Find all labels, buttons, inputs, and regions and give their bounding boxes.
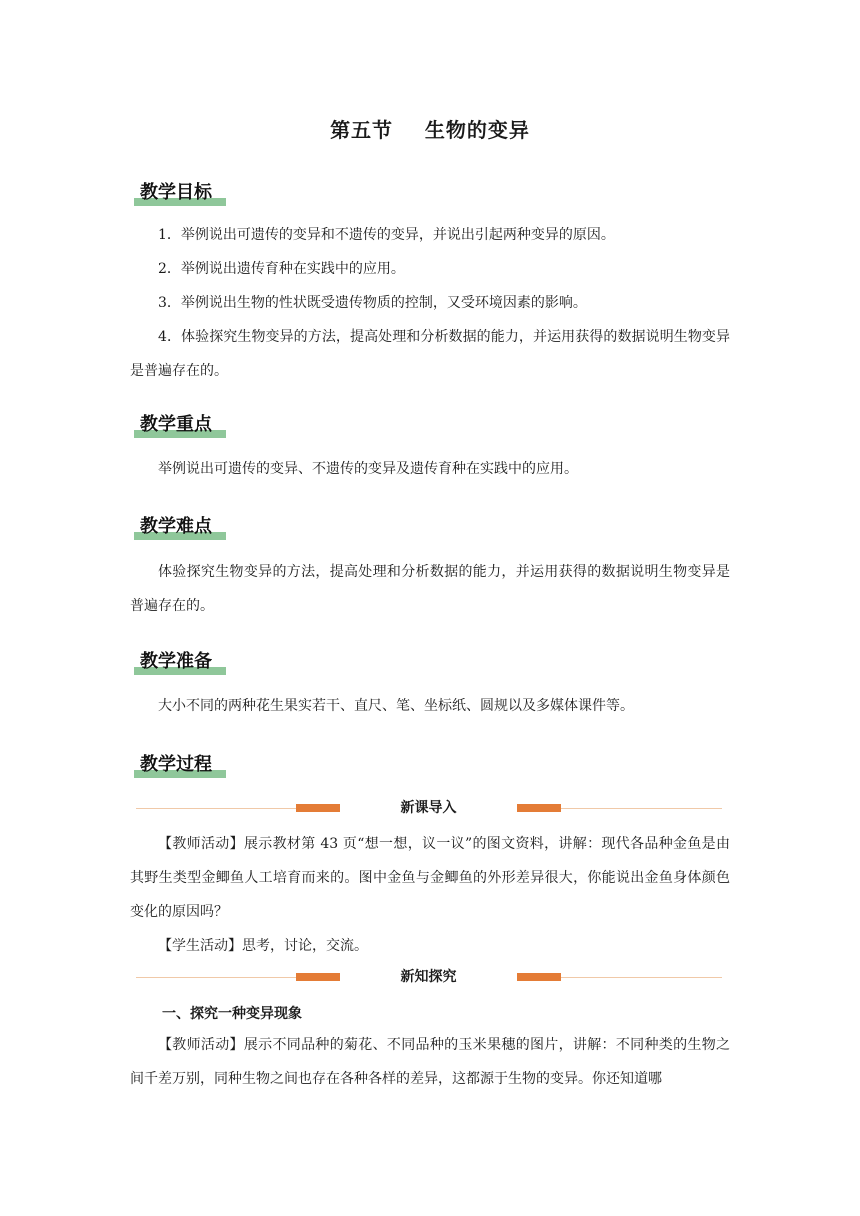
section-heading-key-points [134, 408, 226, 438]
divider-block-right [517, 804, 561, 812]
divider-explore [136, 967, 722, 987]
divider-label: 新知探究 [400, 969, 457, 985]
objective-item-1: 1．举例说出可遗传的变异和不遗传的变异，并说出引起两种变异的原因。 [158, 227, 615, 243]
divider-line-right [561, 977, 722, 978]
divider-block-right [517, 973, 561, 981]
objective-item-3: 3．举例说出生物的性状既受遗传物质的控制，又受环境因素的影响。 [158, 295, 587, 311]
divider-line-left [136, 977, 296, 978]
heading-label: 教学准备 [140, 651, 212, 672]
page-title: 第五节 生物的变异 [330, 118, 530, 142]
section-heading-process [134, 748, 226, 778]
objective-item-2: 2．举例说出遗传育种在实践中的应用。 [158, 261, 405, 277]
divider-line-right [561, 808, 722, 809]
key-points-text: 举例说出可遗传的变异、不遗传的变异及遗传育种在实践中的应用。 [158, 461, 578, 477]
intro-teacher-activity: 【教师活动】展示教材第 43 页“想一想，议一议”的图文资料，讲解：现代各品种金鱼是由其野生类型金鲫鱼人工培育而来的。图中金鱼与金鲫鱼的外形差异很大，你能说出金鱼身体颜色变化的原因吗？ [130, 836, 730, 920]
heading-label: 教学难点 [140, 516, 212, 537]
explore-teacher-activity: 【教师活动】展示不同品种的菊花、不同品种的玉米果穗的图片，讲解：不同种类的生物之间千差万别，同种生物之间也存在各种各样的差异，这都源于生物的变异。你还知道哪 [130, 1037, 730, 1087]
section-heading-objectives [134, 176, 226, 206]
divider-block-left [296, 973, 340, 981]
explore-subheading: 一、探究一种变异现象 [162, 1006, 302, 1022]
section-heading-difficulties [134, 510, 226, 540]
preparation-text: 大小不同的两种花生果实若干、直尺、笔、坐标纸、圆规以及多媒体课件等。 [158, 698, 634, 714]
divider-intro [136, 798, 722, 818]
divider-block-left [296, 804, 340, 812]
divider-label: 新课导入 [400, 800, 457, 816]
heading-label: 教学过程 [140, 754, 212, 775]
heading-label: 教学目标 [140, 182, 212, 203]
intro-student-activity: 【学生活动】思考，讨论，交流。 [158, 938, 368, 954]
section-heading-preparation [134, 645, 226, 675]
divider-line-left [136, 808, 296, 809]
objective-item-4: 4．体验探究生物变异的方法，提高处理和分析数据的能力，并运用获得的数据说明生物变异是普遍存在的。 [130, 329, 730, 379]
heading-label: 教学重点 [140, 414, 212, 435]
difficulties-text: 体验探究生物变异的方法，提高处理和分析数据的能力，并运用获得的数据说明生物变异是普遍存在的。 [130, 564, 730, 614]
